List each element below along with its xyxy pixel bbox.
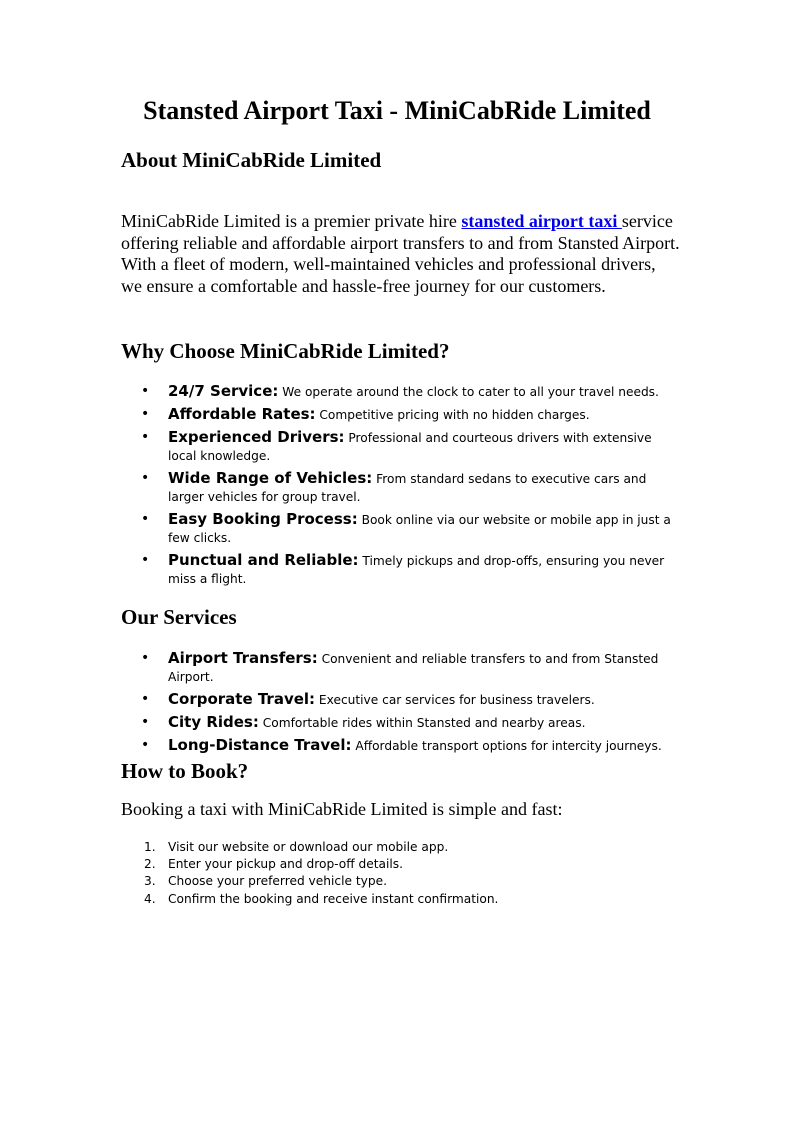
list-item: • Experienced Drivers: Professional and courteous drivers with extensive local knowledge.: [141, 428, 652, 463]
list-item: 2. Enter your pickup and drop-off details.: [144, 857, 404, 872]
services-list: [121, 649, 681, 759]
list-item: • Corporate Travel: Executive car services for business travelers.: [141, 690, 595, 708]
list-item: • Wide Range of Vehicles: From standard sedans to executive cars and larger vehicles for group travel.: [141, 469, 647, 504]
list-item: • Affordable Rates: Competitive pricing with no hidden charges.: [141, 405, 590, 423]
services-heading: Our Services: [121, 605, 237, 629]
why-list: [121, 382, 681, 592]
list-item: • Long-Distance Travel: Affordable transport options for intercity journeys.: [141, 736, 662, 754]
list-item: 1. Visit our website or download our mobile app.: [144, 840, 449, 854]
about-text-before: MiniCabRide Limited is a premier private hire: [121, 211, 462, 231]
why-heading: Why Choose MiniCabRide Limited?: [121, 339, 450, 363]
list-item: • Punctual and Reliable: Timely pickups and drop-offs, ensuring you never miss a flight.: [141, 551, 665, 586]
howto-heading: How to Book?: [121, 759, 249, 783]
about-text-after: service offering reliable and affordable airport transfers to and from Stansted Airport. With a fleet of modern, well-maintained vehicles and professional drivers, we ensure a comfortable and hassle-free journey for our customers.: [121, 211, 680, 296]
list-item: • 24/7 Service: We operate around the clock to cater to all your travel needs.: [141, 382, 659, 400]
list-item: • Airport Transfers: Convenient and reliable transfers to and from Stansted Airport.: [141, 649, 659, 684]
list-item: 3. Choose your preferred vehicle type.: [144, 874, 387, 889]
list-item: • Easy Booking Process: Book online via our website or mobile app in just a few clicks.: [141, 510, 671, 545]
howto-intro: Booking a taxi with MiniCabRide Limited is simple and fast:: [121, 799, 563, 819]
howto-steps: [121, 839, 681, 908]
about-heading: About MiniCabRide Limited: [121, 148, 382, 172]
list-item: 4. Confirm the booking and receive instant confirmation.: [144, 891, 499, 906]
page-title: Stansted Airport Taxi - MiniCabRide Limited: [143, 96, 651, 125]
list-item: • City Rides: Comfortable rides within Stansted and nearby areas.: [141, 713, 586, 731]
about-paragraph: [121, 211, 681, 297]
stansted-airport-taxi-link[interactable]: stansted airport taxi: [461, 211, 622, 231]
